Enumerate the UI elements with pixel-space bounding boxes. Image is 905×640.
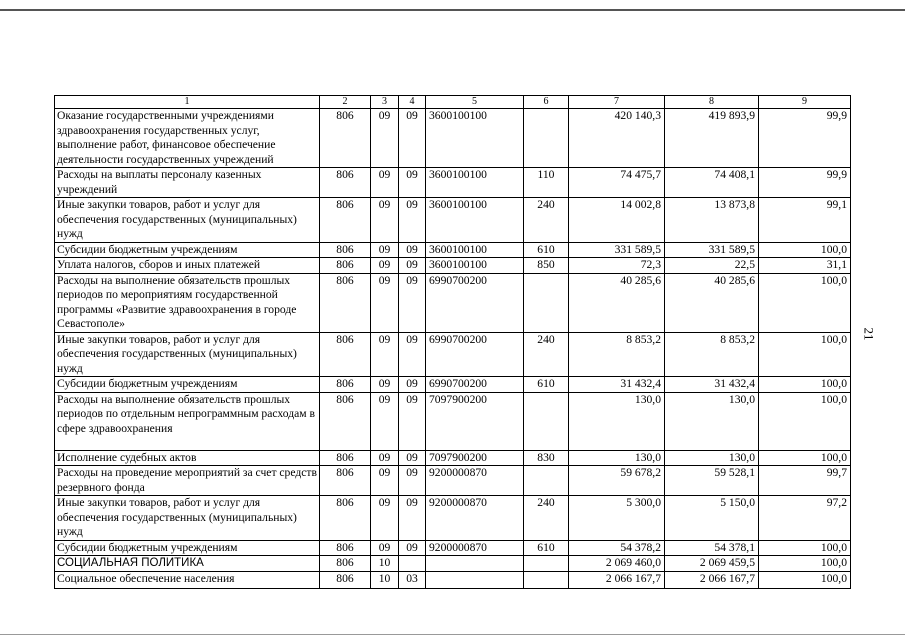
cell-c2: 806 — [320, 332, 371, 377]
cell-c7: 54 378,2 — [569, 540, 665, 556]
table-row — [55, 496, 851, 541]
cell-c5: 9200000870 — [426, 466, 524, 496]
cell-c7: 72,3 — [569, 258, 665, 274]
cell-c3: 09 — [371, 109, 399, 168]
cell-c5: 3600100100 — [426, 198, 524, 243]
cell-c6: 240 — [524, 496, 569, 541]
cell-c4: 09 — [399, 168, 426, 198]
cell-c2: 806 — [320, 450, 371, 466]
cell-c5: 3600100100 — [426, 258, 524, 274]
cell-c2: 806 — [320, 258, 371, 274]
cell-c5 — [426, 571, 524, 588]
cell-c9: 100,0 — [759, 273, 851, 332]
cell-c5: 6990700200 — [426, 377, 524, 393]
row-name-cell: Расходы на выполнение обязательств прошлых периодов по отдельным непрограммным расходам в сфере здравоохранения — [55, 392, 320, 450]
cell-c4: 03 — [399, 571, 426, 588]
cell-c9: 100,0 — [759, 332, 851, 377]
row-name-cell: Уплата налогов, сборов и иных платежей — [55, 258, 320, 274]
table-header-row — [55, 96, 851, 109]
cell-c4: 09 — [399, 109, 426, 168]
cell-c3: 09 — [371, 540, 399, 556]
table-row — [55, 556, 851, 572]
cell-c9: 99,9 — [759, 168, 851, 198]
cell-c6 — [524, 556, 569, 572]
cell-c9: 100,0 — [759, 540, 851, 556]
cell-c3: 09 — [371, 466, 399, 496]
row-name-cell: СОЦИАЛЬНАЯ ПОЛИТИКА — [55, 556, 320, 572]
header-cell: 3 — [371, 96, 399, 109]
header-cell: 8 — [665, 96, 759, 109]
cell-c4: 09 — [399, 258, 426, 274]
cell-c7: 420 140,3 — [569, 109, 665, 168]
row-name-cell: Оказание государственными учреждениями здравоохранения государственных услуг, выполнение работ, финансовое обеспечение деятельности государственных учреждений — [55, 109, 320, 168]
cell-c6: 240 — [524, 198, 569, 243]
cell-c8: 130,0 — [665, 392, 759, 450]
cell-c8: 419 893,9 — [665, 109, 759, 168]
cell-c8: 74 408,1 — [665, 168, 759, 198]
row-name-cell: Субсидии бюджетным учреждениям — [55, 377, 320, 393]
header-cell: 7 — [569, 96, 665, 109]
table-row — [55, 242, 851, 258]
cell-c4 — [399, 556, 426, 572]
cell-c3: 09 — [371, 273, 399, 332]
table-row — [55, 258, 851, 274]
cell-c9: 97,2 — [759, 496, 851, 541]
row-name-cell: Иные закупки товаров, работ и услуг для обеспечения государственных (муниципальных) нужд — [55, 496, 320, 541]
cell-c3: 09 — [371, 450, 399, 466]
cell-c4: 09 — [399, 377, 426, 393]
cell-c6 — [524, 273, 569, 332]
cell-c6: 610 — [524, 377, 569, 393]
cell-c8: 40 285,6 — [665, 273, 759, 332]
cell-c2: 806 — [320, 109, 371, 168]
cell-c7: 130,0 — [569, 450, 665, 466]
row-name-cell: Расходы на проведение мероприятий за счет средств резервного фонда — [55, 466, 320, 496]
cell-c6 — [524, 392, 569, 450]
page-number: 21 — [861, 327, 877, 341]
row-name-cell: Иные закупки товаров, работ и услуг для обеспечения государственных (муниципальных) нужд — [55, 332, 320, 377]
cell-c6: 240 — [524, 332, 569, 377]
cell-c8: 5 150,0 — [665, 496, 759, 541]
cell-c9: 100,0 — [759, 556, 851, 572]
cell-c8: 31 432,4 — [665, 377, 759, 393]
cell-c3: 09 — [371, 258, 399, 274]
cell-c7: 74 475,7 — [569, 168, 665, 198]
table-row — [55, 571, 851, 588]
cell-c6 — [524, 109, 569, 168]
table-row — [55, 168, 851, 198]
cell-c5: 7097900200 — [426, 450, 524, 466]
cell-c6: 610 — [524, 540, 569, 556]
cell-c5: 9200000870 — [426, 540, 524, 556]
cell-c5: 3600100100 — [426, 109, 524, 168]
cell-c3: 09 — [371, 198, 399, 243]
cell-c9: 99,1 — [759, 198, 851, 243]
cell-c5: 3600100100 — [426, 242, 524, 258]
row-name-cell: Социальное обеспечение населения — [55, 571, 320, 588]
header-cell: 5 — [426, 96, 524, 109]
cell-c4: 09 — [399, 242, 426, 258]
cell-c6: 850 — [524, 258, 569, 274]
cell-c2: 806 — [320, 496, 371, 541]
cell-c4: 09 — [399, 392, 426, 450]
cell-c9: 100,0 — [759, 392, 851, 450]
cell-c7: 2 066 167,7 — [569, 571, 665, 588]
cell-c2: 806 — [320, 392, 371, 450]
cell-c6: 610 — [524, 242, 569, 258]
header-cell: 4 — [399, 96, 426, 109]
cell-c7: 331 589,5 — [569, 242, 665, 258]
cell-c7: 2 069 460,0 — [569, 556, 665, 572]
cell-c3: 09 — [371, 392, 399, 450]
table-row — [55, 273, 851, 332]
cell-c8: 54 378,1 — [665, 540, 759, 556]
row-name-cell: Субсидии бюджетным учреждениям — [55, 242, 320, 258]
cell-c4: 09 — [399, 496, 426, 541]
top-border-line — [0, 9, 905, 11]
cell-c6 — [524, 466, 569, 496]
cell-c8: 2 069 459,5 — [665, 556, 759, 572]
cell-c3: 09 — [371, 332, 399, 377]
cell-c2: 806 — [320, 242, 371, 258]
table-row — [55, 392, 851, 450]
table-row — [55, 540, 851, 556]
cell-c6: 830 — [524, 450, 569, 466]
cell-c7: 40 285,6 — [569, 273, 665, 332]
cell-c6 — [524, 571, 569, 588]
table-row — [55, 332, 851, 377]
cell-c8: 13 873,8 — [665, 198, 759, 243]
cell-c9: 99,9 — [759, 109, 851, 168]
budget-table — [54, 95, 851, 589]
cell-c2: 806 — [320, 198, 371, 243]
cell-c8: 22,5 — [665, 258, 759, 274]
table-row — [55, 198, 851, 243]
cell-c6: 110 — [524, 168, 569, 198]
cell-c7: 5 300,0 — [569, 496, 665, 541]
cell-c7: 14 002,8 — [569, 198, 665, 243]
cell-c7: 8 853,2 — [569, 332, 665, 377]
cell-c3: 09 — [371, 242, 399, 258]
cell-c5 — [426, 556, 524, 572]
row-name-cell: Исполнение судебных актов — [55, 450, 320, 466]
cell-c4: 09 — [399, 273, 426, 332]
table-row — [55, 377, 851, 393]
cell-c7: 59 678,2 — [569, 466, 665, 496]
header-cell: 1 — [55, 96, 320, 109]
cell-c9: 100,0 — [759, 450, 851, 466]
bottom-border-line — [0, 634, 905, 635]
cell-c7: 130,0 — [569, 392, 665, 450]
cell-c7: 31 432,4 — [569, 377, 665, 393]
cell-c5: 6990700200 — [426, 332, 524, 377]
cell-c2: 806 — [320, 273, 371, 332]
cell-c2: 806 — [320, 377, 371, 393]
row-name-cell: Иные закупки товаров, работ и услуг для обеспечения государственных (муниципальных) нужд — [55, 198, 320, 243]
cell-c3: 09 — [371, 377, 399, 393]
cell-c2: 806 — [320, 540, 371, 556]
cell-c2: 806 — [320, 556, 371, 572]
cell-c3: 10 — [371, 556, 399, 572]
row-name-cell: Расходы на выполнение обязательств прошлых периодов по мероприятиям государственной программы «Развитие здравоохранения в городе Севастополе» — [55, 273, 320, 332]
cell-c9: 31,1 — [759, 258, 851, 274]
cell-c5: 9200000870 — [426, 496, 524, 541]
header-cell: 6 — [524, 96, 569, 109]
table-row — [55, 450, 851, 466]
cell-c4: 09 — [399, 466, 426, 496]
cell-c2: 806 — [320, 571, 371, 588]
cell-c5: 6990700200 — [426, 273, 524, 332]
cell-c3: 09 — [371, 496, 399, 541]
header-cell: 9 — [759, 96, 851, 109]
cell-c4: 09 — [399, 332, 426, 377]
cell-c5: 3600100100 — [426, 168, 524, 198]
cell-c2: 806 — [320, 466, 371, 496]
cell-c8: 130,0 — [665, 450, 759, 466]
cell-c8: 59 528,1 — [665, 466, 759, 496]
cell-c9: 99,7 — [759, 466, 851, 496]
cell-c9: 100,0 — [759, 377, 851, 393]
table-row — [55, 466, 851, 496]
cell-c2: 806 — [320, 168, 371, 198]
cell-c3: 09 — [371, 168, 399, 198]
cell-c3: 10 — [371, 571, 399, 588]
row-name-cell: Расходы на выплаты персоналу казенных учреждений — [55, 168, 320, 198]
row-name-cell: Субсидии бюджетным учреждениям — [55, 540, 320, 556]
cell-c4: 09 — [399, 540, 426, 556]
header-cell: 2 — [320, 96, 371, 109]
cell-c8: 2 066 167,7 — [665, 571, 759, 588]
cell-c5: 7097900200 — [426, 392, 524, 450]
cell-c8: 8 853,2 — [665, 332, 759, 377]
cell-c9: 100,0 — [759, 242, 851, 258]
cell-c9: 100,0 — [759, 571, 851, 588]
cell-c4: 09 — [399, 450, 426, 466]
cell-c4: 09 — [399, 198, 426, 243]
cell-c8: 331 589,5 — [665, 242, 759, 258]
table-row — [55, 109, 851, 168]
